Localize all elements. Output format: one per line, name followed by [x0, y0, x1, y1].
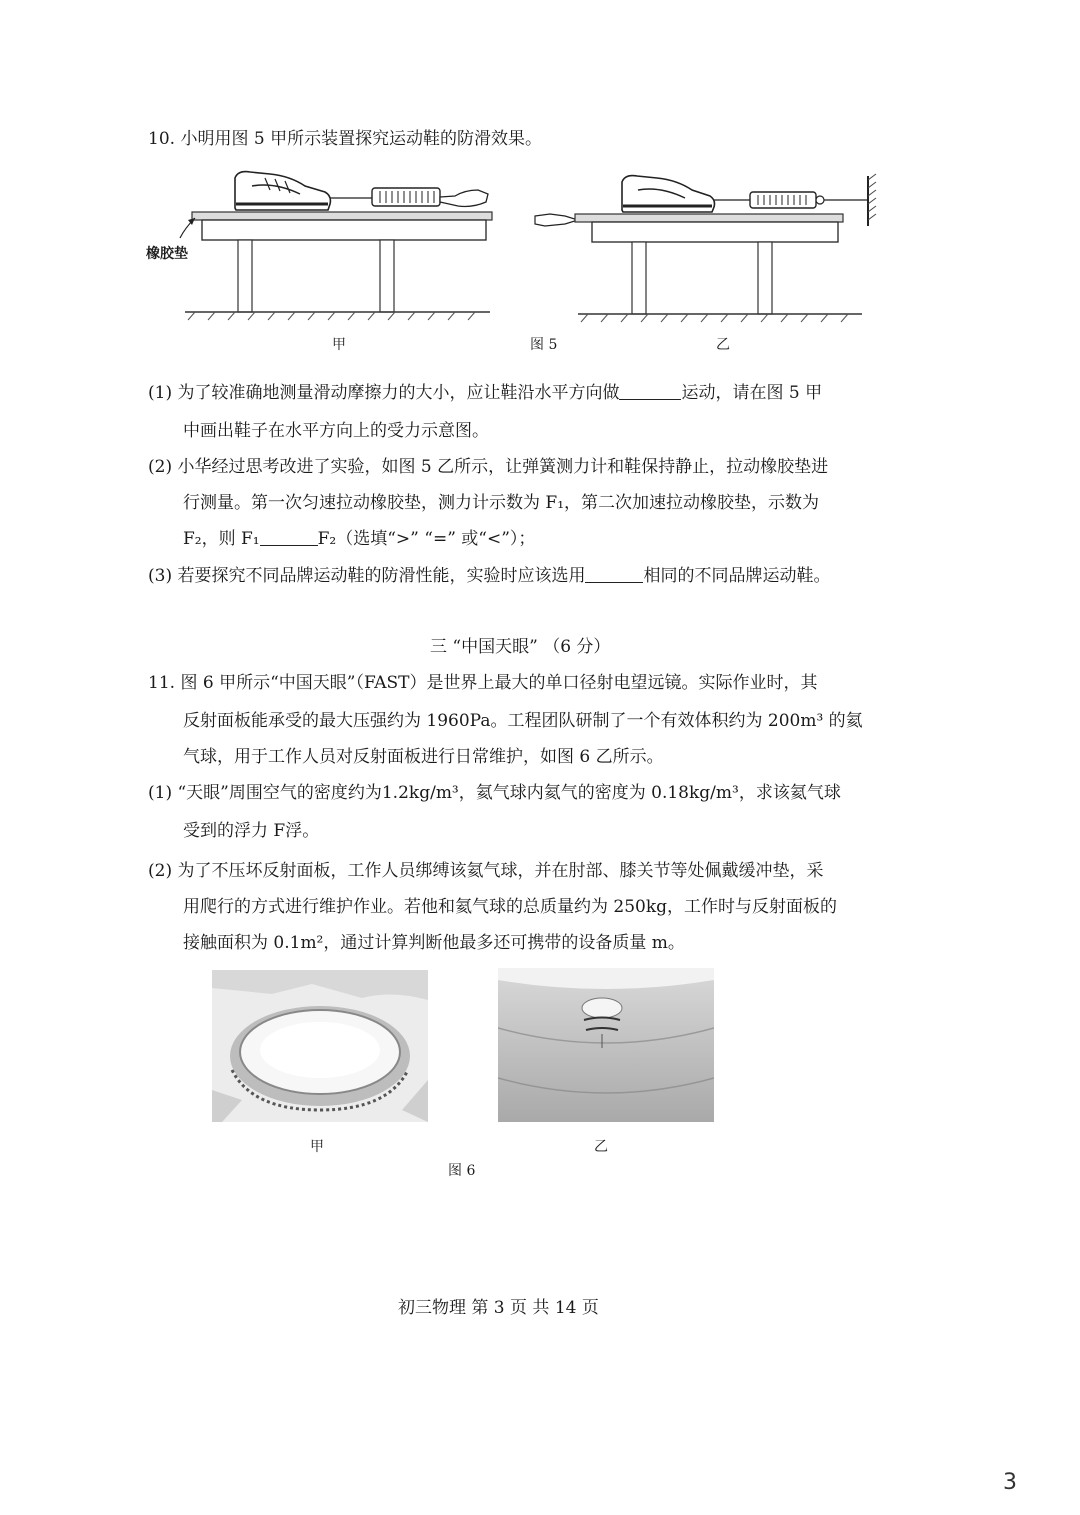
q10-part1-text-a: (1) 为了较准确地测量滑动摩擦力的大小，应让鞋沿水平方向做 [148, 383, 620, 403]
q10-part2-line3 [183, 524, 535, 549]
figure-6-caption: 图 6 [448, 1163, 476, 1179]
table-leg [632, 242, 646, 314]
tabletop-right [592, 222, 838, 242]
figure-5-caption: 图 5 [530, 337, 558, 353]
table-leg [380, 240, 394, 312]
figure-5-right-apparatus [535, 174, 876, 322]
hand-right [535, 214, 578, 226]
q11-part2-line1: (2) 为了不压坏反射面板，工作人员绑缚该氦气球，并在肘部、膝关节等处佩戴缓冲垫，采 [148, 861, 824, 881]
q11-part2-line2: 用爬行的方式进行维护作业。若他和氦气球的总质量约为 250kg，工作时与反射面板的 [183, 897, 838, 917]
figure-5-right-caption: 乙 [716, 337, 730, 353]
section-heading: 三 “中国天眼” （6 分） [430, 637, 611, 657]
q10-part2-text-b: F₂（选填“>” “=” 或“<”）； [317, 529, 536, 549]
table-leg [758, 242, 772, 314]
q10-part3-text-a: (3) 若要探究不同品牌运动鞋的防滑性能，实验时应该选用 [148, 566, 586, 586]
q10-part2-line2: 行测量。第一次匀速拉动橡胶垫，测力计示数为 F₁，第二次加速拉动橡胶垫，示数为 [183, 493, 820, 513]
spring-scale-left [372, 188, 440, 206]
q11-stem-line3: 气球，用于工作人员对反射面板进行日常维护，如图 6 乙所示。 [183, 747, 664, 767]
q10-part1-line1 [148, 378, 822, 403]
page-number: 3 [1003, 1470, 1017, 1495]
rubber-mat-right [575, 214, 843, 222]
q11-stem-line2: 反射面板能承受的最大压强约为 1960Pa。工程团队研制了一个有效体积约为 200m³ 的氦 [183, 711, 863, 731]
rubber-mat-label: 橡胶垫 [146, 246, 188, 262]
q10-part1-text-b: 运动，请在图 5 甲 [681, 383, 823, 403]
q10-part3-text-b: 相同的不同品牌运动鞋。 [643, 566, 831, 586]
figure-6-right-caption: 乙 [594, 1139, 608, 1155]
q11-part2-line3: 接触面积为 0.1m²，通过计算判断他最多还可携带的设备质量 m。 [183, 933, 685, 953]
q11-stem-line1: 11. 图 6 甲所示“中国天眼”（FAST）是世界上最大的单口径射电望远镜。实际作业时，其 [148, 673, 818, 693]
q11-part1-line2: 受到的浮力 F浮。 [183, 821, 320, 841]
shoe-left [235, 172, 330, 210]
q10-answer-blank-2[interactable] [260, 529, 318, 546]
question-10-stem: 10. 小明用图 5 甲所示装置探究运动鞋的防滑效果。 [148, 129, 543, 149]
page-footer: 初三物理 第 3 页 共 14 页 [398, 1298, 599, 1318]
tabletop-left [202, 220, 486, 240]
rubber-mat-left [192, 212, 492, 220]
helium-balloon-photo [498, 968, 714, 1122]
figure-5-illustration [140, 160, 900, 330]
hand-left [440, 190, 488, 207]
spring-scale-right [750, 192, 816, 208]
q10-part2-line1: (2) 小华经过思考改进了实验，如图 5 乙所示，让弹簧测力计和鞋保持静止，拉动橡胶垫进 [148, 457, 829, 477]
q10-part1-line2: 中画出鞋子在水平方向上的受力示意图。 [183, 421, 489, 441]
figure-5-left-apparatus [180, 172, 492, 320]
q10-answer-blank-3[interactable] [585, 566, 643, 583]
q11-part1-line1: (1) “天眼”周围空气的密度约为1.2kg/m³，氦气球内氦气的密度为 0.18kg/m³，求该氦气球 [148, 783, 841, 803]
figure-6-left-caption: 甲 [310, 1139, 324, 1155]
shoe-right [622, 176, 715, 212]
q10-part3 [148, 561, 830, 586]
q10-part2-text-a: F₂，则 F₁ [183, 529, 260, 549]
table-leg [238, 240, 252, 312]
figure-5-left-caption: 甲 [332, 337, 346, 353]
q10-answer-blank-1[interactable] [619, 383, 681, 400]
fast-telescope-photo [212, 970, 428, 1122]
